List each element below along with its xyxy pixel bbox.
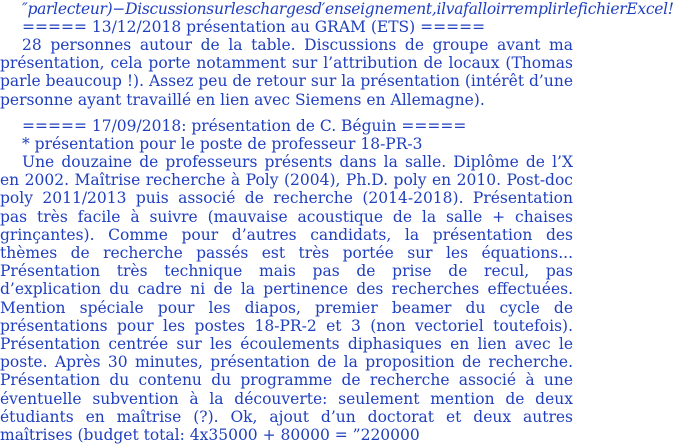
bullet-poste: * présentation pour le poste de professeur 18-PR-3 [22, 135, 423, 153]
heading-gram: ===== 13/12/2018 présentation au GRAM (ETS) ===== [22, 18, 486, 36]
top-math-line: ″parlecteur)−Discussionsurleschargesd′enseignement,ilvafalloirremplirlefichierExcel! [22, 0, 674, 18]
paragraph-gram: 28 personnes autour de la table. Discussions de groupe avant ma présentation, cela porte notamment sur l’attribution de locaux (Thomas parle beaucoup !). Assez peu de retour sur la présentation (intérêt d’une personne ayant travaillé en lien avec Siemens en Allemagne). [0, 36, 573, 109]
heading-beguin: ===== 17/09/2018: présentation de C. Béguin ===== [22, 117, 467, 135]
paragraph-beguin: Une douzaine de professeurs présents dans la salle. Diplôme de l’X en 2002. Maîtrise recherche à Poly (2004), Ph.D. poly en 2010. Post-doc poly 2011/2013 puis associé de recherche (2014-2018). Présentation pas très facile à suivre (mauvaise acoustique de la salle + chaises grinçantes). Comme pour d’autres candidats, la présentation des thèmes de recherche passés est très portée sur les équations... Présentation très technique mais pas de prise de recul, pas d’explication du cadre ni de la pertinence des recherches effectuées. Mention spéciale pour les diapos, premier beamer du cycle de présentations pour les postes 18-PR-2 et 3 (non vectoriel toutefois). Présentation centrée sur les écoulements diphasiques en lien avec le poste. Après 30 minutes, présentation de la proposition de recherche. Présentation du contenu du programme de recherche associé à une éventuelle subvention à la découverte: seulement mention de deux étudiants en maîtrise (?). Ok, ajout d’un doctorat et deux autres maîtrises (budget total: 4x35000 + 80000 = ”220000 [0, 153, 573, 444]
